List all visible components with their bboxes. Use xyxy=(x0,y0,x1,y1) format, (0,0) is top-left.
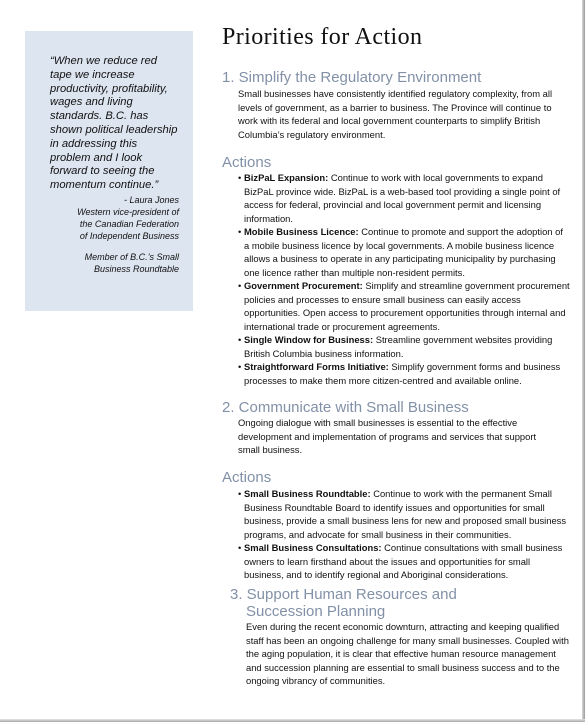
pull-quote-attribution xyxy=(50,194,179,275)
pull-quote-text: “When we reduce red tape we increase productivity, profitability, wages and living standards. B.C. has shown political leadership in addressing this problem and I look forward to seeing the momentum continue.” xyxy=(50,55,178,192)
action-text: Continue consultations with small business owners to learn firsthand about the issues and opportunities for small business, and to identify regional and Aboriginal considerations. xyxy=(244,542,563,580)
section-heading-3-line-1: 3. Support Human Resources and xyxy=(230,586,457,603)
quote-author-role-1: Western vice-president of xyxy=(77,206,179,217)
bullet-icon: • xyxy=(238,361,242,372)
quote-author-role-3: of Independent Business xyxy=(79,230,179,241)
section-body-3: Even during the recent economic downturn, attracting and keeping qualified staff has been an ongoing challenge for many small businesses. Coupled with the aging population, it is clear that effective human resource management and succession planning are essential to small business success and to the ongoing vibrancy of communities. xyxy=(246,621,569,686)
quote-author: - Laura Jones xyxy=(123,194,179,205)
list-item xyxy=(238,360,570,387)
page-title: Priorities for Action xyxy=(222,24,423,50)
action-label: Small Business Consultations: xyxy=(244,542,382,553)
list-item xyxy=(238,333,570,360)
bullet-icon: • xyxy=(238,334,242,345)
bullet-icon: • xyxy=(238,280,242,291)
actions-heading-1: Actions xyxy=(222,154,272,171)
list-item xyxy=(238,171,570,225)
section-body-1: Small businesses have consistently identified regulatory complexity, from all levels of government, as a barrier to business. The Province will continue to work with its federal and local government counterparts to simplify British Columbia’s regulatory environment. xyxy=(238,88,553,140)
action-text: Continue to promote and support the adoption of a mobile business licence by local governments. A mobile business licence allows a business to operate in any participating municipality by purchasing one licence rather than multiple non-resident permits. xyxy=(244,226,563,278)
section-heading-1: 1. Simplify the Regulatory Environment xyxy=(222,69,482,86)
action-label: BizPaL Expansion: xyxy=(244,172,329,183)
quote-author-member-2: Business Roundtable xyxy=(93,263,179,274)
action-label: Mobile Business Licence: xyxy=(244,226,359,237)
action-list-2 xyxy=(238,487,570,582)
actions-heading-2: Actions xyxy=(222,469,272,486)
section-heading-3-line-2: Succession Planning xyxy=(246,603,386,620)
bullet-icon: • xyxy=(238,226,242,237)
action-text: Simplify government forms and business processes to make them more citizen-centred and available online. xyxy=(244,361,561,386)
action-text: Continue to work with local governments to expand BizPaL province wide. BizPaL is a web-based tool providing a single point of access for federal, provincial and local government permit and licensing information. xyxy=(244,172,561,224)
action-label: Government Procurement: xyxy=(244,280,363,291)
bullet-icon: • xyxy=(238,488,242,499)
list-item xyxy=(238,541,570,582)
pull-quote-box xyxy=(25,31,193,311)
action-label: Small Business Roundtable: xyxy=(244,488,371,499)
action-text: Simplify and streamline government procurement policies and processes to ensure small business can easily access opportunities. Open access to procurement opportunities through internal and international trade or procurement agreements. xyxy=(244,280,570,332)
bullet-icon: • xyxy=(238,172,242,183)
action-text: Streamline government websites providing British Columbia business information. xyxy=(244,334,553,359)
action-text: Continue to work with the permanent Small Business Roundtable Board to identify issues and opportunities for small business, provide a small business lens for new and proposed small business programs, and advocate for small business in their communities. xyxy=(244,488,567,540)
list-item xyxy=(238,225,570,279)
action-label: Straightforward Forms Initiative: xyxy=(244,361,389,372)
quote-author-member-1: Member of B.C.’s Small xyxy=(84,251,179,262)
action-label: Single Window for Business: xyxy=(244,334,374,345)
quote-author-role-2: the Canadian Federation xyxy=(79,218,179,229)
section-body-2: Ongoing dialogue with small businesses is essential to the effective development and implementation of programs and services that support small business. xyxy=(238,417,537,455)
action-list-1 xyxy=(238,171,570,387)
list-item xyxy=(238,487,570,541)
section-heading-2: 2. Communicate with Small Business xyxy=(222,399,469,416)
list-item xyxy=(238,279,570,333)
bullet-icon: • xyxy=(238,542,242,553)
